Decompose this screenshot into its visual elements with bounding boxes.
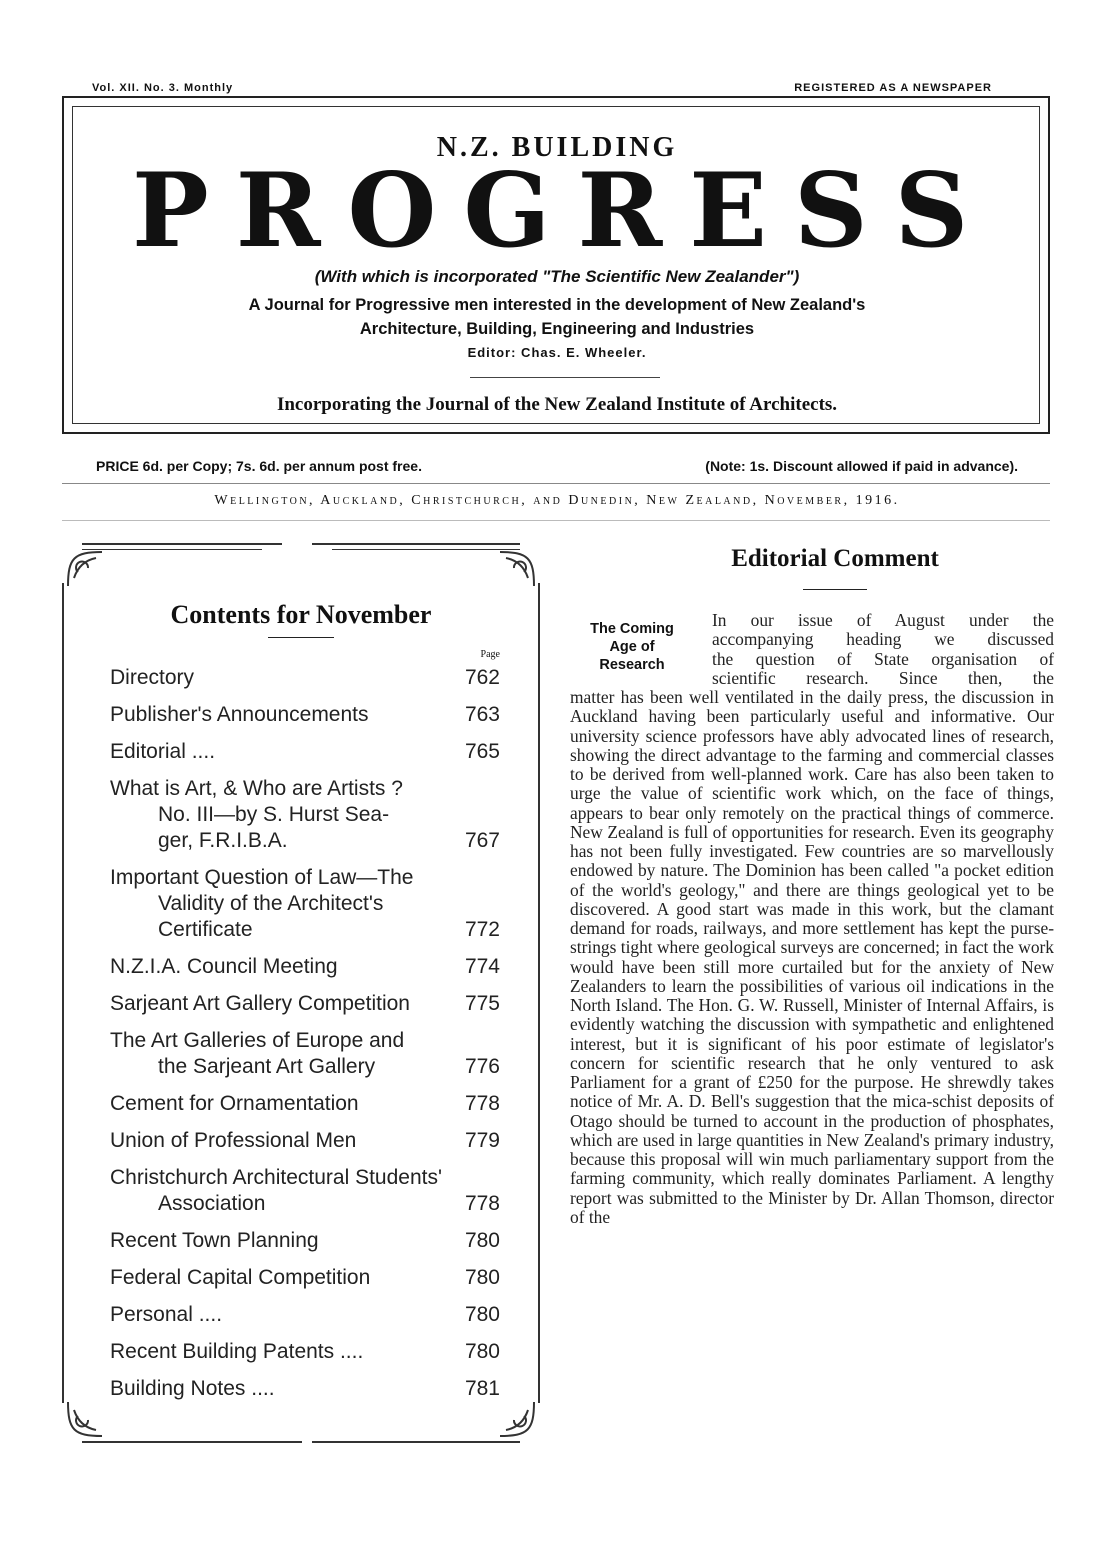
title-letter: R bbox=[577, 151, 690, 271]
intro-line: scientific research. Since then, the bbox=[712, 667, 1054, 688]
toc-page: 776 bbox=[464, 1055, 500, 1078]
dateline-divider bbox=[62, 520, 1050, 521]
title-letter: P bbox=[132, 151, 236, 271]
progress-title bbox=[132, 151, 996, 271]
toc-title: The Art Galleries of Europe and bbox=[110, 1029, 405, 1052]
side-heading-line: Research bbox=[599, 657, 665, 673]
editorial-paragraph: matter has been well ventilated in the daily press, the discussion in Auckland having been particularly useful and informative. Our university science professors have ably advocated lines of research, showing the direct advantage to the farming and commercial classes to be derived from well-planned work. Care has also been taken to urge the value of scientific work which, on the face of things, appears to bear only remotely on the practical things of commerce. New Zealand is full of opportunities for research. Even its geography has not been fully investigated. Few countries are so marvellously endowed by nature. The Dominion has been called "a pocket edition of the world's geology," and there are things geological yet to be discovered. A good start was made in this work, but the clamant demand for roads, railways, and more settlement has kept the purse-strings tight where geological surveys are concerned; in fact the work would have been still more curtailed but for the anxiety of New Zealanders to learn the possibilities of various oil indications in the North Island. The Hon. G. W. Russell, Minister of Internal Affairs, is evidently watching the discussion with sympathetic and enlightened interest, but it is significant of his poor estimate of legislator's concern for scientific research that he only ventured to ask Parliament for a grant of £250 for the purpose. He shrewdly takes notice of Mr. A. D. Bell's suggestion that the mica-schist deposits of Otago should be turned to account in the production of phosphates, which are used in large quantities in New Zealand's primary industry, because this proposal will win much parliamentary support from the farming community, which really dominates Parliament. A lengthy report was submitted to the Minister by Dr. Allan Thomson, director of the bbox=[570, 688, 1054, 1227]
intro-line: In our issue of August under the bbox=[712, 610, 1054, 630]
title-letter: R bbox=[235, 151, 348, 271]
toc-page: 780 bbox=[464, 1229, 500, 1252]
toc-entry bbox=[110, 1302, 500, 1328]
toc-page: 780 bbox=[464, 1303, 500, 1326]
scroll-ornament-icon bbox=[496, 548, 538, 590]
price-left: PRICE 6d. per Copy; 7s. 6d. per annum post free. bbox=[96, 458, 422, 474]
side-heading bbox=[566, 620, 698, 674]
price-divider bbox=[62, 483, 1050, 484]
journal-line-1: A Journal for Progressive men interested in the development of New Zealand's bbox=[248, 296, 866, 314]
toc-page: 780 bbox=[464, 1266, 500, 1289]
toc-page: 781 bbox=[464, 1377, 500, 1400]
scroll-ornament-icon bbox=[64, 548, 106, 590]
journal-line-2: Architecture, Building, Engineering and Industries bbox=[359, 320, 755, 338]
title-letter: S bbox=[894, 151, 996, 271]
toc-page: 774 bbox=[464, 955, 500, 978]
institute-line: Incorporating the Journal of the New Zealand Institute of Architects. bbox=[276, 394, 838, 415]
toc-title-cont: the Sarjeant Art Gallery bbox=[158, 1055, 376, 1078]
toc-title: Cement for Ornamentation bbox=[110, 1092, 359, 1115]
toc-entry bbox=[110, 1265, 500, 1291]
toc-title: N.Z.I.A. Council Meeting bbox=[110, 955, 338, 978]
toc-title: Recent Town Planning bbox=[110, 1229, 319, 1252]
toc-title-cont: Certificate bbox=[158, 918, 253, 941]
toc-page: 763 bbox=[464, 703, 500, 726]
toc-title: What is Art, & Who are Artists ? bbox=[110, 777, 403, 800]
toc-page: 762 bbox=[464, 666, 500, 689]
toc-page: 778 bbox=[464, 1092, 500, 1115]
toc-title: Personal .... bbox=[110, 1303, 223, 1326]
editorial-title-rule bbox=[803, 589, 867, 590]
toc-title: Union of Professional Men bbox=[110, 1129, 357, 1152]
scroll-ornament-icon bbox=[496, 1398, 538, 1440]
scroll-ornament-icon bbox=[64, 1398, 106, 1440]
nz-building-heading: N.Z. BUILDING bbox=[436, 132, 678, 163]
toc-entry bbox=[110, 739, 500, 765]
incorporated-line: (With which is incorporated "The Scientific New Zealander") bbox=[314, 267, 800, 286]
title-letter: G bbox=[463, 151, 578, 271]
intro-line: the question of State organisation of bbox=[712, 648, 1054, 669]
intro-line: accompanying heading we discussed bbox=[712, 629, 1054, 650]
toc-title: Directory bbox=[110, 666, 195, 689]
toc-entry bbox=[110, 1165, 500, 1217]
toc-title: Federal Capital Competition bbox=[110, 1266, 371, 1289]
contents-list bbox=[110, 665, 500, 1413]
toc-title: Sarjeant Art Gallery Competition bbox=[110, 992, 410, 1015]
toc-entry bbox=[110, 1128, 500, 1154]
toc-entry bbox=[110, 665, 500, 691]
toc-entry bbox=[110, 1376, 500, 1402]
page-column-label: Page bbox=[480, 649, 500, 660]
toc-title: Editorial .... bbox=[110, 740, 216, 763]
toc-title: Publisher's Announcements bbox=[110, 703, 369, 726]
contents-title-rule bbox=[268, 637, 334, 638]
price-right: (Note: 1s. Discount allowed if paid in advance). bbox=[705, 458, 1018, 474]
title-letter: S bbox=[793, 151, 895, 271]
toc-entry bbox=[110, 1228, 500, 1254]
editorial-body bbox=[570, 688, 1054, 1448]
side-heading-line: Age of bbox=[609, 639, 655, 655]
toc-title-cont: Association bbox=[158, 1192, 266, 1215]
editorial-title: Editorial Comment bbox=[731, 545, 939, 572]
toc-title: Christchurch Architectural Students' bbox=[110, 1166, 442, 1189]
volume-label: Vol. XII. No. 3. Monthly bbox=[92, 82, 234, 94]
toc-page: 765 bbox=[464, 740, 500, 763]
toc-entry bbox=[110, 1028, 500, 1080]
toc-title: Important Question of Law—The bbox=[110, 866, 414, 889]
toc-title-cont: Validity of the Architect's bbox=[158, 892, 384, 915]
toc-entry bbox=[110, 776, 500, 854]
toc-page: 775 bbox=[464, 992, 500, 1015]
title-letter: O bbox=[347, 151, 464, 271]
toc-page: 780 bbox=[464, 1340, 500, 1363]
editorial-intro bbox=[712, 611, 1054, 688]
toc-entry bbox=[110, 991, 500, 1017]
toc-title-cont: No. III—by S. Hurst Sea- bbox=[158, 803, 390, 826]
contents-title: Contents for November bbox=[170, 600, 432, 629]
toc-page: 767 bbox=[464, 829, 500, 852]
toc-entry bbox=[110, 1091, 500, 1117]
toc-title: Building Notes .... bbox=[110, 1377, 275, 1400]
toc-entry bbox=[110, 1339, 500, 1365]
dateline: Wellington, Auckland, Christchurch, and Dunedin, New Zealand, November, 1916. bbox=[214, 493, 900, 508]
toc-title-cont: ger, F.R.I.B.A. bbox=[158, 829, 288, 852]
editor-line: Editor: Chas. E. Wheeler. bbox=[467, 345, 647, 360]
toc-entry bbox=[110, 954, 500, 980]
registered-label: REGISTERED AS A NEWSPAPER bbox=[794, 82, 992, 94]
side-heading-line: The Coming bbox=[590, 621, 674, 637]
toc-page: 772 bbox=[464, 918, 500, 941]
title-letter: E bbox=[689, 151, 794, 271]
toc-page: 779 bbox=[464, 1129, 500, 1152]
masthead-divider bbox=[470, 377, 660, 378]
toc-title: Recent Building Patents .... bbox=[110, 1340, 364, 1363]
toc-entry bbox=[110, 865, 500, 943]
toc-page: 778 bbox=[464, 1192, 500, 1215]
toc-entry bbox=[110, 702, 500, 728]
